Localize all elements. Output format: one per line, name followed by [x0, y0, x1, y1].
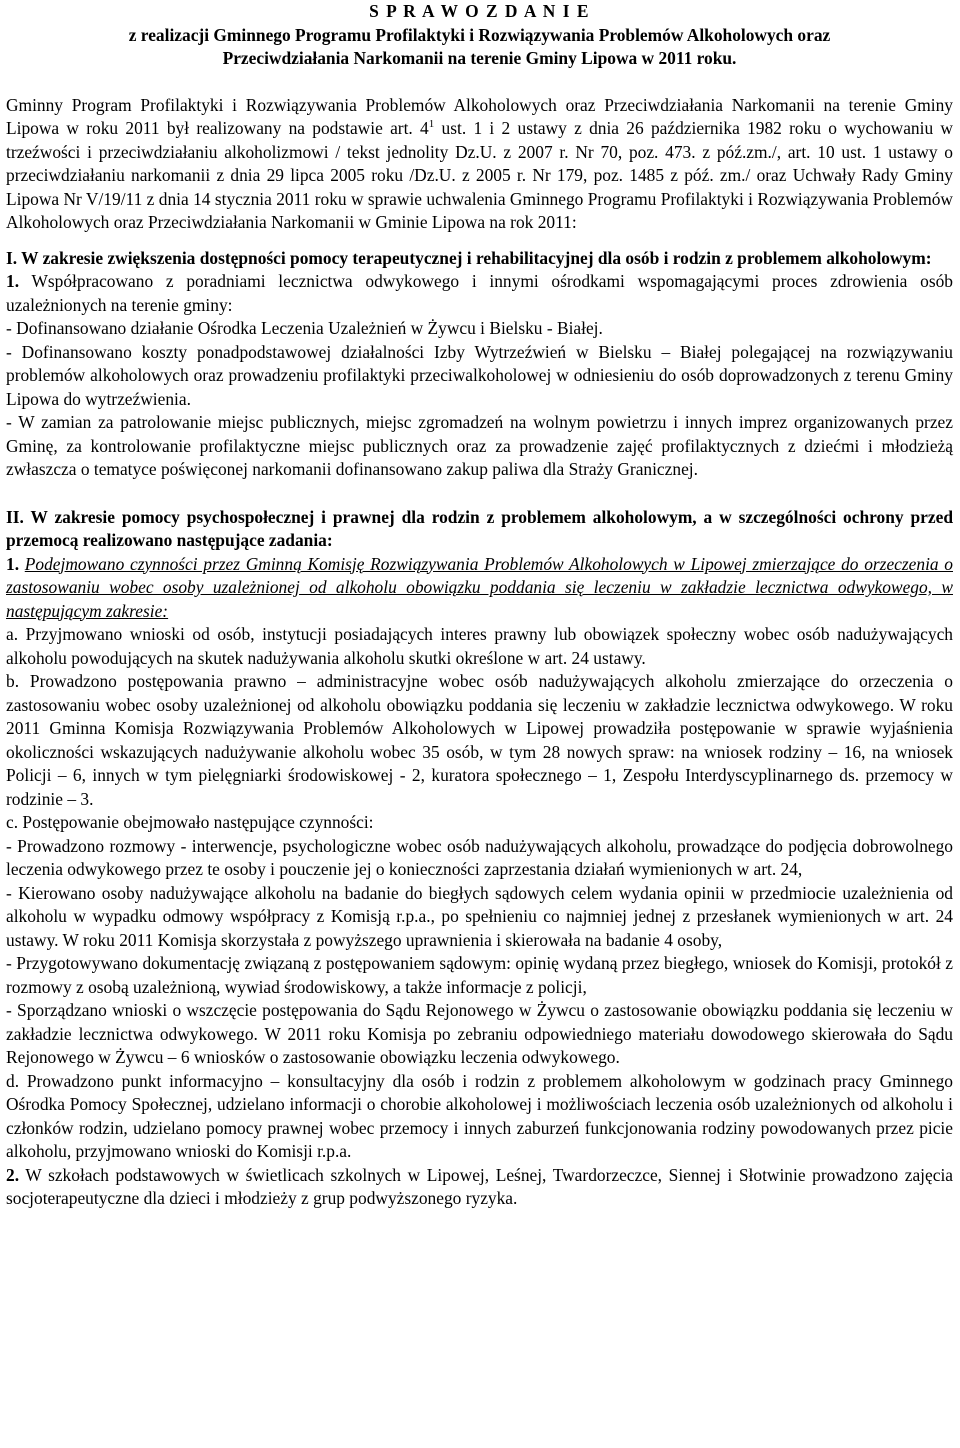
- section-1-item-1-number: 1.: [6, 271, 20, 291]
- section-2-point-c-bullet-4: - Sporządzano wnioski o wszczęcie postępowania do Sądu Rejonowego w Żywcu o zastosowanie obowiązku poddania się leczeniu w zakładzie lecznictwa odwykowego. W 2011 roku Komisja po zebraniu odpowiedniego materiału dowodowego skierowała do Sądu Rejonowego w Żywcu – 6 wniosków o zastosowanie obowiązku leczenia odwykowego.: [6, 1000, 953, 1067]
- section-2-item-2-number: 2.: [6, 1164, 20, 1185]
- section-2-item-1-number: 1.: [6, 553, 20, 574]
- section-2-point-b: b. Prowadzono postępowania prawno – administracyjne wobec osób nadużywających alkoholu zmierzające do orzeczenia o zastosowaniu wobec osoby uzależnionej od alkoholu obowiązku poddania się leczeniu w zakładzie lecznictwa odwykowego. W roku 2011 Gminna Komisja Rozwiązywania Problemów Alkoholowych w Lipowej prowadziła postępowanie w sprawie wyjaśnienia okoliczności wskazujących nadużywanie alkoholu wobec 35 osób, w tym 28 nowych spraw: na wniosek rodziny – 16, na wniosek Policji – 6, innych w tym pielęgniarki środowiskowej - 2, kuratora społecznego – 1, Zespołu Interdyscyplinarnego ds. przemocy w rodzinie – 3.: [6, 671, 953, 809]
- intro-text-start: Gminny Program Profilaktyki i Rozwiązywania Problemów Alkoholowych oraz Przeciwdziałania Narkomanii na terenie Gminy Lipowa w roku 2011 był realizowany na podstawie art. 4: [6, 94, 953, 138]
- section-1-item-1: [6, 270, 953, 317]
- section-1-bullet-3: - W zamian za patrolowanie miejsc publicznych, miejsc zgromadzeń na wolnym powietrzu i innych imprez organizowanych przez Gminę, za kontrolowanie profilaktyczne miejsc publicznych oraz za prowadzenie zajęć profilaktycznych z dziećmi i młodzieżą zwłaszcza o tematyce poświęconej narkomanii dofinansowano zakup paliwa dla Straży Granicznej.: [6, 412, 953, 479]
- section-2-point-c-bullet-3: - Przygotowywano dokumentację związaną z postępowaniem sądowym: opinię wydaną przez biegłego, wniosek do Komisji, protokół z rozmowy z osobą uzależnioną, wywiad środowiskowy, a także informacje z policji,: [6, 953, 953, 997]
- section-1-bullet-1: - Dofinansowano działanie Ośrodka Leczenia Uzależnień w Żywcu i Bielsku - Białej.: [6, 318, 603, 338]
- document-subtitle-line-2: Przeciwdziałania Narkomanii na terenie Gminy Lipowa w 2011 roku.: [222, 48, 737, 68]
- section-2-item-2-text: W szkołach podstawowych w świetlicach szkolnych w Lipowej, Leśnej, Twardorzeczce, Siennej i Słotwinie prowadzono zajęcia socjoterapeutyczne dla dzieci i młodzieży z grup podwyższonego ryzyka.: [6, 1164, 953, 1208]
- document-subtitle-line-1: z realizacji Gminnego Programu Profilaktyki i Rozwiązywania Problemów Alkoholowych oraz: [128, 24, 831, 45]
- document-header: [6, 0, 953, 71]
- section-2-item-1: [6, 553, 953, 624]
- intro-superscript: 1: [428, 118, 435, 131]
- document-title: S P R A W O Z D A N I E: [369, 1, 590, 21]
- intro-paragraph: [6, 94, 953, 235]
- section-1-bullet-2: - Dofinansowano koszty ponadpodstawowej działalności Izby Wytrzeźwień w Bielsku – Białej polegającej na rozwiązywaniu problemów alkoholowych oraz prowadzeniu profilaktyki przeciwalkoholowej w odniesieniu do osób doprowadzonych z terenu Gminy Lipowa do wytrzeźwienia.: [6, 341, 953, 409]
- section-2-point-c: c. Postępowanie obejmowało następujące czynności:: [6, 812, 374, 832]
- section-2-point-c-bullet-1: - Prowadzono rozmowy - interwencje, psychologiczne wobec osób nadużywających alkoholu, prowadzące do podjęcia dobrowolnego leczenia odwykowego przez te osoby i pouczenie jej o konieczności zaprzestania działań wymienionych w art. 24,: [6, 835, 953, 879]
- intro-text-end: ust. 1 i 2 ustawy z dnia 26 października 1982 roku o wychowaniu w trzeźwości i przeciwdziałaniu alkoholizmowi / tekst jednolity Dz.U. z 2007 r. Nr 70, poz. 473. z póź.zm./, art. 10 ust. 1 ustawy o przeciwdziałaniu narkomanii z dnia 29 lipca 2005 roku /Dz.U. z 2005 r. Nr 179, poz. 1485 z póź. zm./ oraz Uchwały Rady Gminy Lipowa Nr V/19/11 z dnia 14 stycznia 2011 roku w sprawie uchwalenia Gminnego Programu Profilaktyki i Rozwiązywania Problemów Alkoholowych oraz Przeciwdziałania Narkomanii w Gminie Lipowa na rok 2011:: [6, 118, 953, 232]
- section-2-point-a: a. Przyjmowano wnioski od osób, instytucji posiadających interes prawny lub obowiązek społeczny wobec osób nadużywających alkoholu powodujących na skutek nadużywania alkoholu skutki określone w art. 24 ustawy.: [6, 624, 953, 668]
- section-2-point-d: d. Prowadzono punkt informacyjno – konsultacyjny dla osób i rodzin z problemem alkoholowym w godzinach pracy Gminnego Ośrodka Pomocy Społecznej, udzielano informacji o chorobie alkoholowej i możliwościach leczenia osób uzależnionych od alkoholu i członków rodzin, udzielano pomocy prawnej wobec przemocy i innych zaburzeń funkcjonowania rodziny powodowanych przez picie alkoholu, przyjmowano wnioski do Komisji r.p.a.: [6, 1070, 953, 1161]
- section-2-item-1-lead: Podejmowano czynności przez Gminną Komisję Rozwiązywania Problemów Alkoholowych w Lipowej zmierzające do orzeczenia o zastosowaniu wobec osoby uzależnionej od alkoholu obowiązku poddania się leczeniu w zakładzie lecznictwa odwykowego, w następującym zakresie:: [6, 553, 953, 621]
- section-1-heading: I. W zakresie zwiększenia dostępności pomocy terapeutycznej i rehabilitacyjnej dla osób i rodzin z problemem alkoholowym:: [6, 247, 932, 268]
- section-2-point-c-bullet-2: - Kierowano osoby nadużywające alkoholu na badanie do biegłych sądowych celem wydania opinii w przedmiocie uzależnienia od alkoholu w wypadku odmowy współpracy z Komisją r.p.a., po spełnieniu co najmniej jednej z przesłanek wymienionych w art. 24 ustawy. W roku 2011 Komisja skorzystała z powyższego uprawnienia i skierowała na badanie 4 osoby,: [6, 882, 953, 950]
- section-2-item-2: [6, 1164, 953, 1211]
- section-2-heading: II. W zakresie pomocy psychospołecznej i prawnej dla rodzin z problemem alkoholowym, a w szczególności ochrony przed przemocą realizowano następujące zadania:: [6, 506, 953, 550]
- section-1-item-1-text: Współpracowano z poradniami lecznictwa odwykowego i innymi ośrodkami wspomagającymi proces zdrowienia osób uzależnionych na terenie gminy:: [6, 271, 953, 315]
